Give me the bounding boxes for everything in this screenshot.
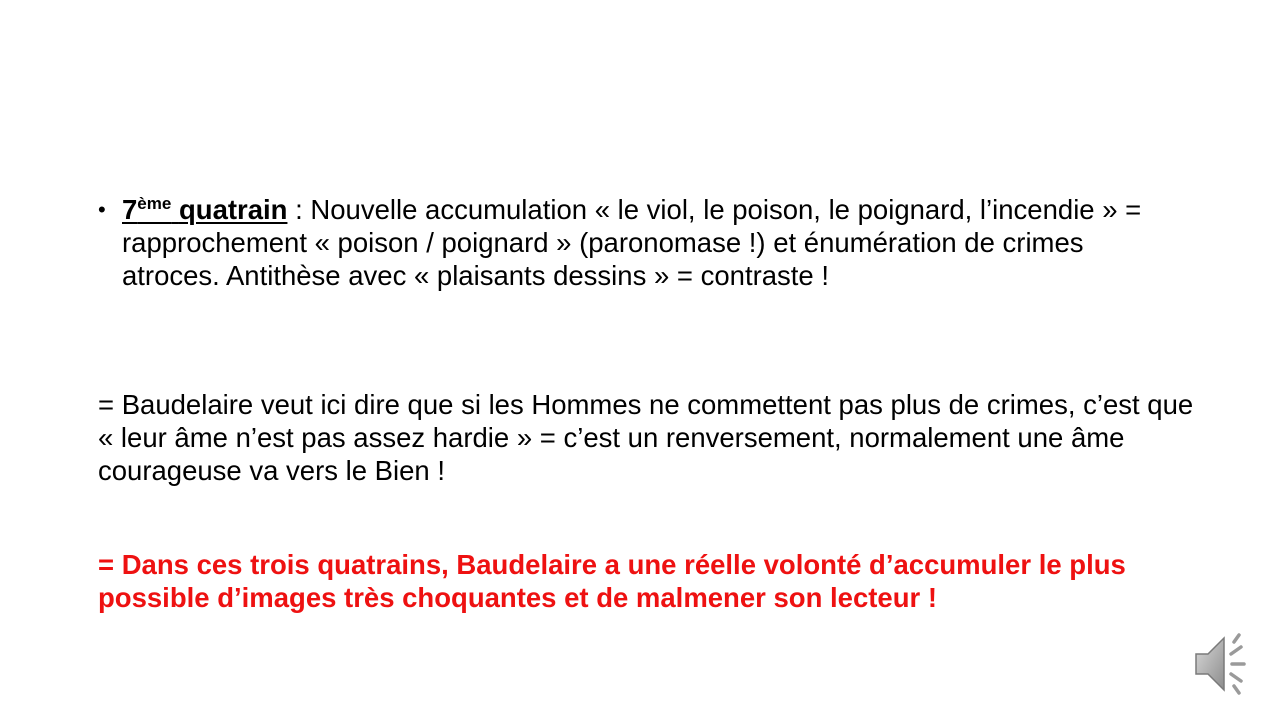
- bullet-block: [98, 193, 1178, 292]
- paragraph-baudelaire: = Baudelaire veut ici dire que si les Hommes ne commettent pas plus de crimes, c’est que « leur âme n’est pas assez hardie » = c’est un renversement, normalement une âme courageuse va vers le Bien !: [98, 389, 1194, 486]
- bullet-body: : Nouvelle accumulation « le viol, le poison, le poignard, l’incendie » = rapprochement « poison / poignard » (paronomase !) et énumération de crimes atroces. Antithèse avec « plaisants dessins » = contraste !: [122, 194, 1142, 291]
- bullet-lead: [122, 194, 287, 225]
- bullet-text: [122, 193, 1178, 292]
- bullet-item: [98, 193, 1178, 292]
- lead-word: quatrain: [178, 194, 288, 225]
- bullet-dot: •: [98, 197, 106, 222]
- paragraph-conclusion: = Dans ces trois quatrains, Baudelaire a une réelle volonté d’accumuler le plus possible d’images très choquantes et de malmener son lecteur !: [98, 549, 1126, 613]
- lead-number: 7: [122, 194, 138, 225]
- speaker-icon[interactable]: [1190, 630, 1260, 698]
- lead-superscript: ème: [137, 193, 172, 213]
